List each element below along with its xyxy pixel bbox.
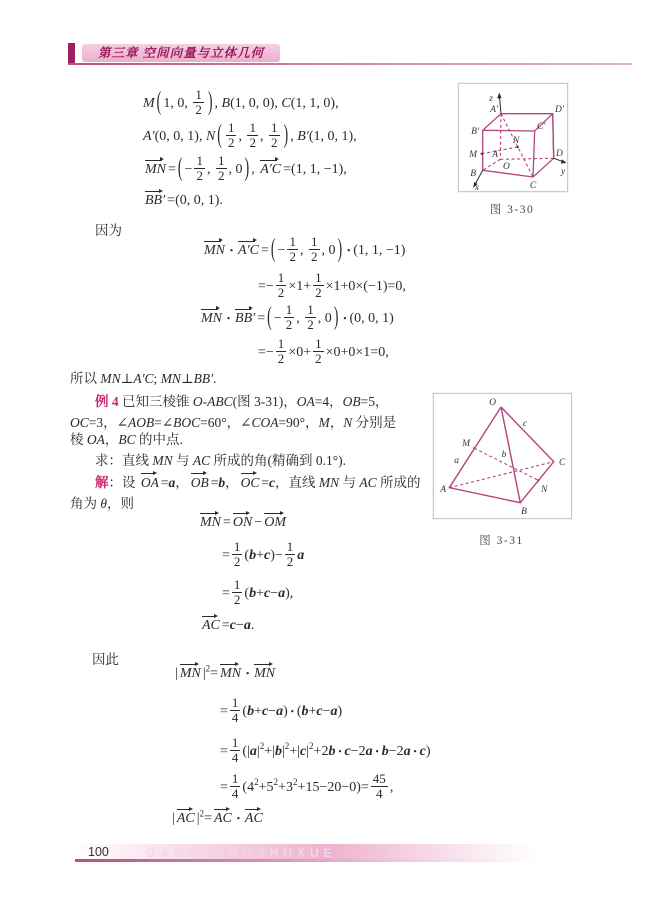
math-line: A′(0, 0, 1), N ( $\frac{1}{2}$ , $\frac{1}{2}$ , $\frac{1}{2}$ ) , B′(1, 0, 1), [143,120,357,151]
vertex-a-label: A [492,150,498,160]
footer-watermark: GAOZHONGSHUXUE [146,846,337,860]
math-line: MN • BB′ = ( − $\frac{1}{2}$ , $\frac{1}{2}$ , 0 ) • (0, 0, 1) [201,302,394,333]
math-line: = $\frac{1}{4}$ $(4^2+5^2+3^2+15-20-0)=$ $\frac{45}{4}$ , [220,771,394,802]
axis-x-label: x [474,183,480,191]
vertex-b-label: B [470,169,476,179]
point-n-label: N [512,136,520,146]
vertex-c-label: C [529,181,537,191]
page-number: 100 [88,845,109,859]
math-line: MN = ( − $\frac{1}{2}$ , $\frac{1}{2}$ , 0 ) , A′C =(1, 1, −1), [145,153,347,184]
figure-3-31 [433,393,572,519]
text-line: 因此 [92,652,119,667]
vertex-d-label: D [556,149,563,159]
chapter-header: 第三章 空间向量与立体几何 [82,44,280,62]
math-line: MN = ON − OM [198,512,288,531]
vertex-a-prime: A′ [490,105,498,115]
edge-b-label: b [501,450,507,460]
paragraph-line: OC=3，∠AOB=∠BOC=60°，∠COA=90°，M，N 分别是 [70,415,397,430]
vertex-c-prime: C′ [537,122,546,132]
paragraph-line: 求：直线 MN 与 AC 所成的角(精确到 0.1°). [95,453,347,468]
vertex-a-label: A [440,485,446,495]
math-line: =− $\frac{1}{2}$ ×1+ $\frac{1}{2}$ ×1+0×(−1)=0, [258,270,406,301]
cube-diagram [459,84,567,191]
math-line: = $\frac{1}{2}$ (b+c−a), [222,577,294,608]
text-line: 所以 MN⊥A′C; MN⊥BB′. [70,371,217,386]
point-m-label: M [462,439,470,449]
math-line: | AC $|^2=$ AC • AC [172,808,263,826]
math-line: = $\frac{1}{4}$ ($|a|^2+|b|^2+|c|^2+2b$ • c−2a • b−2a • c) [220,735,431,766]
axis-z-label: z [489,94,493,104]
math-line: M ( 1, 0, $\frac{1}{2}$ ) , B(1, 0, 0), C(1, 1, 0), [143,87,339,118]
math-line: | MN $|^2=$ MN • MN [175,663,276,681]
figure-3-30 [458,83,568,192]
point-m-label: M [469,150,477,160]
figure-3-31-caption: 图 3-31 [479,535,524,547]
origin-o-label: O [503,162,510,172]
paragraph-line: 解：设 OA =a， OB =b， OC =c，直线 MN 与 AC 所成的 [95,471,421,491]
vertex-d-prime: D′ [555,105,564,115]
paragraph-line: 棱 OA，BC 的中点. [70,432,183,447]
paragraph-line: 例 4 已知三棱锥 O-ABC(图 3-31)，OA=4，OB=5， [95,394,389,409]
figure-3-30-caption: 图 3-30 [489,204,535,216]
vertex-c-label: C [559,458,566,468]
axis-y-label: y [561,167,566,177]
math-line: MN • A′C = ( − $\frac{1}{2}$ , $\frac{1}{2}$ , 0 ) • (1, 1, −1) [204,234,406,265]
math-line: = $\frac{1}{4}$ (b+c−a) • (b+c−a) [220,695,343,726]
vertex-b-label: B [521,507,527,517]
math-line: =− $\frac{1}{2}$ ×0+ $\frac{1}{2}$ ×0+0×1=0, [258,336,389,367]
header-rule [68,63,632,65]
vertex-o-label: O [489,398,496,408]
math-line: = $\frac{1}{2}$ (b+c)− $\frac{1}{2}$ a [222,539,305,570]
edge-c-label: c [522,419,528,429]
paragraph-line: 角为 θ，则 [70,496,135,511]
tetrahedron-diagram [434,394,571,518]
text-line: 因为 [95,223,122,238]
chapter-accent-bar [68,43,75,64]
point-n-label: N [541,485,548,495]
vertex-b-prime: B′ [471,127,479,137]
math-line: BB′ =(0, 0, 1). [143,190,223,209]
edge-a-label: a [454,456,459,466]
math-line: AC =c−a. [200,615,254,634]
